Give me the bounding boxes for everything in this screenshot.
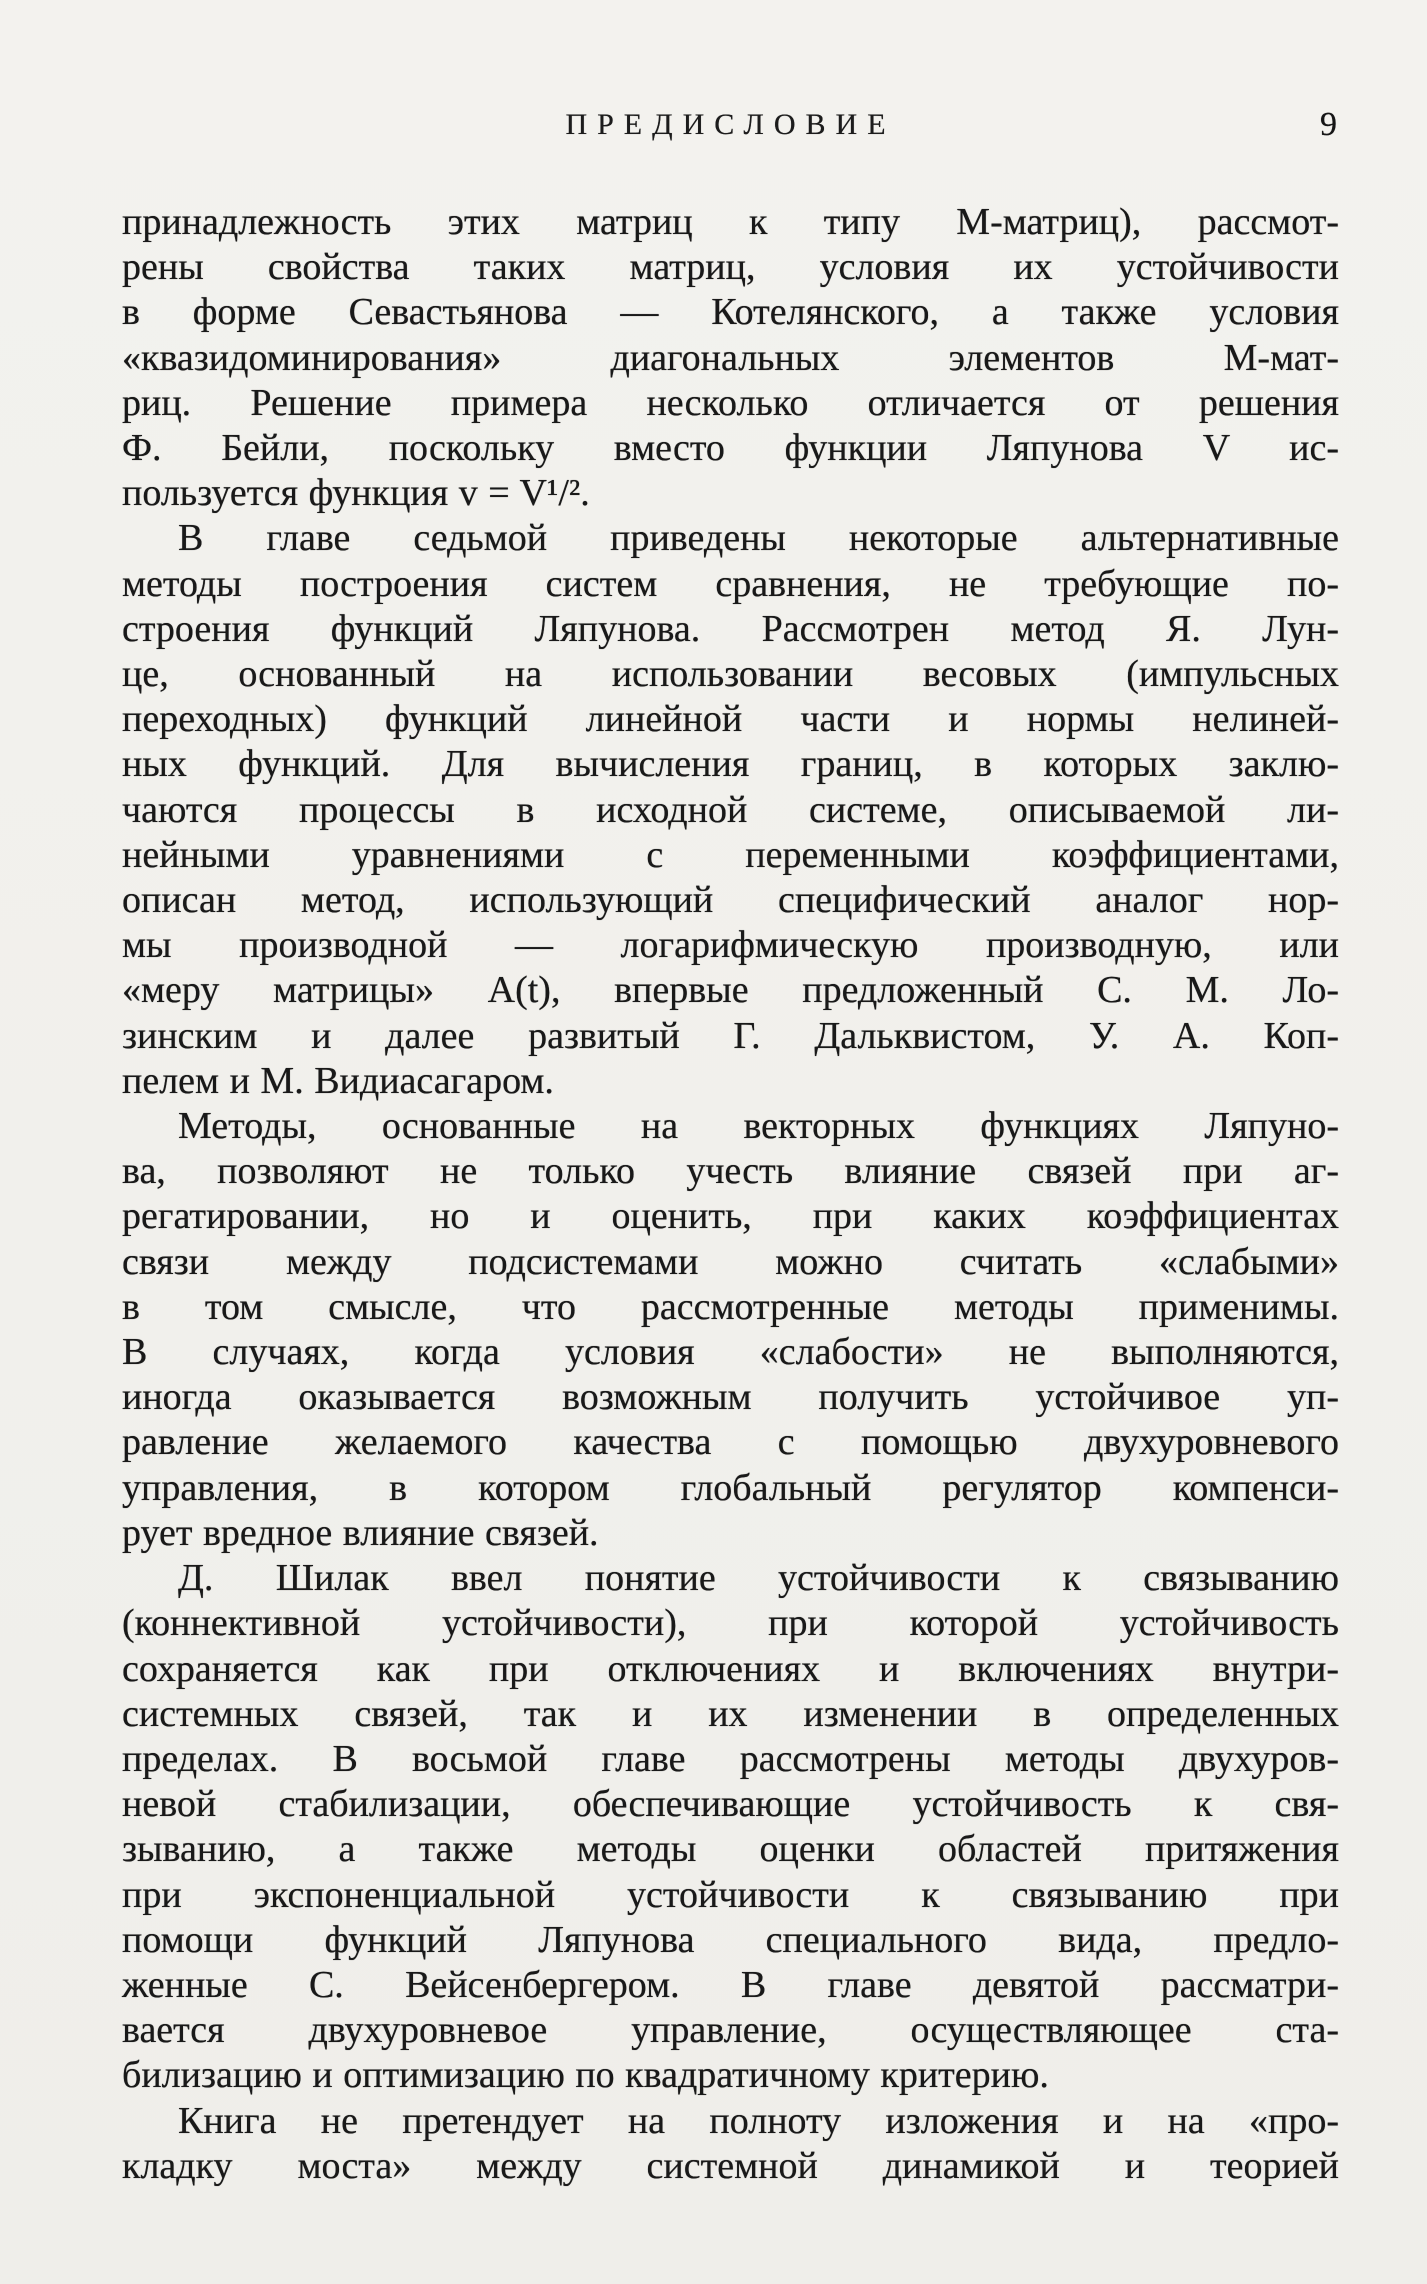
paragraph [122, 516, 1339, 1104]
text-line: иногда оказывается возможным получить устойчивое уп- [122, 1376, 1339, 1419]
page-title: ПРЕДИСЛОВИЕ [565, 108, 896, 141]
text-line: переходных) функций линейной части и нормы нелиней- [122, 698, 1339, 741]
paragraph [122, 2099, 1339, 2189]
text-line: управления, в котором глобальный регулятор компенси- [122, 1466, 1339, 1509]
text-line: риц. Решение примера несколько отличается от решения [122, 381, 1339, 424]
paragraph [122, 1104, 1339, 1556]
text-line: сохраняется как при отключениях и включениях внутри- [122, 1647, 1339, 1690]
text-line: кладку моста» между системной динамикой и теорией [122, 2144, 1339, 2187]
text-line: пользуется функция v = V¹/². [122, 472, 590, 515]
text-line: це, основанный на использовании весовых (импульсных [122, 653, 1339, 696]
text-line: Методы, основанные на векторных функциях Ляпуно- [178, 1105, 1339, 1148]
text-line: зинским и далее развитый Г. Дальквистом, У. А. Коп- [122, 1014, 1339, 1057]
text-line: рует вредное влияние связей. [122, 1511, 599, 1554]
text-line: «квазидоминирования» диагональных элементов М-мат- [122, 336, 1339, 379]
text-line: чаются процессы в исходной системе, описываемой ли- [122, 788, 1339, 831]
page-header [122, 108, 1339, 154]
text-line: пелем и М. Видиасагаром. [122, 1059, 554, 1102]
text-line: рены свойства таких матриц, условия их устойчивости [122, 246, 1339, 289]
text-line: равление желаемого качества с помощью двухуровневого [122, 1421, 1339, 1464]
text-line: описан метод, использующий специфический аналог нор- [122, 879, 1339, 922]
text-line: пределах. В восьмой главе рассмотрены методы двухуров- [122, 1737, 1339, 1780]
text-line: билизацию и оптимизацию по квадратичному критерию. [122, 2054, 1049, 2097]
text-line: ных функций. Для вычисления границ, в которых заклю- [122, 743, 1339, 786]
text-line: мы производной — логарифмическую производную, или [122, 924, 1339, 967]
text-line: невой стабилизации, обеспечивающие устойчивость к свя- [122, 1783, 1339, 1826]
paragraph [122, 1556, 1339, 2098]
text-line: строения функций Ляпунова. Рассмотрен метод Я. Лун- [122, 607, 1339, 650]
text-line: нейными уравнениями с переменными коэффициентами, [122, 833, 1339, 876]
text-line: методы построения систем сравнения, не требующие по- [122, 562, 1339, 605]
text-line: В случаях, когда условия «слабости» не выполняются, [122, 1331, 1339, 1374]
text-line: Д. Шилак ввел понятие устойчивости к связыванию [178, 1557, 1339, 1600]
text-line: системных связей, так и их изменении в определенных [122, 1692, 1339, 1735]
text-line: Ф. Бейли, поскольку вместо функции Ляпунова V ис- [122, 427, 1339, 470]
paragraph [122, 200, 1339, 516]
text-line: принадлежность этих матриц к типу М-матриц), рассмот- [122, 201, 1339, 243]
text-line: женные С. Вейсенбергером. В главе девятой рассматри- [122, 1963, 1339, 2006]
page-number: 9 [1320, 106, 1337, 143]
text-line: регатировании, но и оценить, при каких коэффициентах [122, 1195, 1339, 1238]
text-line: помощи функций Ляпунова специального вида, предло- [122, 1918, 1339, 1961]
text-line: в форме Севастьянова — Котелянского, а также условия [122, 291, 1339, 334]
text-line: при экспоненциальной устойчивости к связыванию при [122, 1873, 1339, 1916]
text-line: «меру матрицы» A(t), впервые предложенный С. М. Ло- [122, 969, 1339, 1012]
page-body [122, 200, 1339, 2189]
text-line: вается двухуровневое управление, осуществляющее ста- [122, 2009, 1339, 2052]
text-line: ва, позволяют не только учесть влияние связей при аг- [122, 1150, 1339, 1193]
text-line: связи между подсистемами можно считать «слабыми» [122, 1240, 1339, 1283]
text-line: В главе седьмой приведены некоторые альтернативные [178, 517, 1339, 560]
text-line: зыванию, а также методы оценки областей притяжения [122, 1828, 1339, 1871]
text-line: (коннективной устойчивости), при которой устойчивость [122, 1602, 1339, 1645]
text-line: в том смысле, что рассмотренные методы применимы. [122, 1285, 1339, 1328]
text-line: Книга не претендует на полноту изложения и на «про- [178, 2099, 1339, 2142]
